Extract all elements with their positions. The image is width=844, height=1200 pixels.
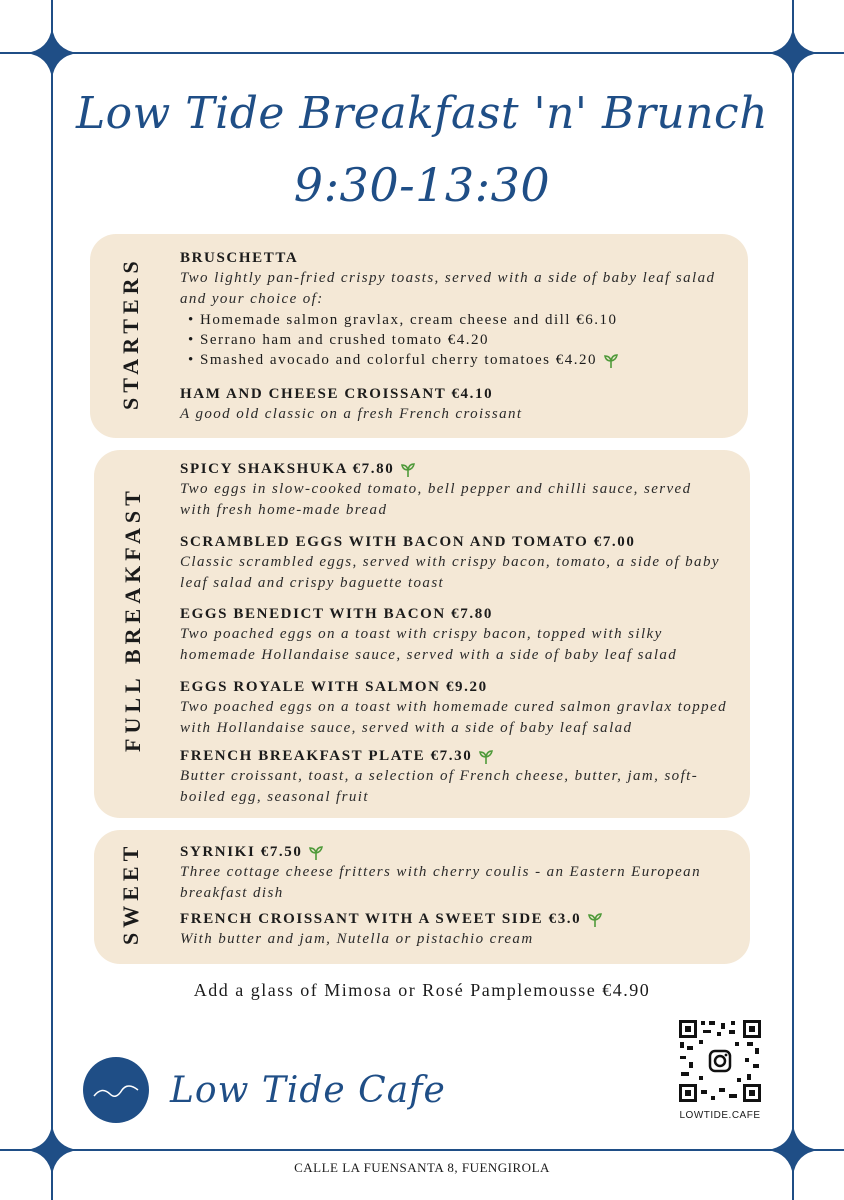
item-name: EGGS BENEDICT WITH BACON €7.80 (180, 606, 493, 622)
item-name: FRENCH BREAKFAST PLATE €7.30 (180, 746, 740, 766)
menu-item-eggs-benedict (180, 604, 740, 666)
vegetarian-sprout-icon (587, 912, 603, 928)
frame-line-bottom (0, 1149, 844, 1151)
qr-code-icon[interactable] (677, 1018, 763, 1104)
vegetarian-sprout-icon (308, 845, 324, 861)
list-item: • Homemade salmon gravlax, cream cheese and dill €6.10 (188, 312, 618, 328)
list-item: • Smashed avocado and colorful cherry tomatoes €4.20 (180, 350, 740, 370)
item-description: Two poached eggs on a toast with homemade cured salmon gravlax topped with Hollandaise sauce, served with a side of baby leaf salad (180, 699, 727, 736)
menu-hours: 9:30-13:30 (293, 158, 551, 212)
menu-item-shakshuka (180, 459, 740, 521)
drink-addon-offer: Add a glass of Mimosa or Rosé Pamplemousse €4.90 (193, 980, 651, 1000)
menu-item-bruschetta (180, 248, 740, 370)
frame-line-top (0, 52, 844, 54)
item-name: EGGS ROYALE WITH SALMON €9.20 (180, 679, 488, 695)
menu-title: Low Tide Breakfast 'n' Brunch (75, 88, 769, 139)
item-description: Two poached eggs on a toast with crispy bacon, topped with silky homemade Hollandaise sauce, served with a side of baby leaf salad (180, 626, 678, 663)
sweet-section-label: SWEET (118, 841, 143, 945)
item-name: BRUSCHETTA (180, 250, 299, 266)
vegetarian-sprout-icon (400, 462, 416, 478)
cafe-name: Low Tide Cafe (170, 1070, 446, 1111)
menu-item-eggs-royale (180, 677, 740, 739)
full-breakfast-section-label: FULL BREAKFAST (120, 486, 145, 752)
item-name: SYRNIKI €7.50 (180, 842, 740, 862)
item-name: SCRAMBLED EGGS WITH BACON AND TOMATO €7.00 (180, 534, 636, 550)
vegetarian-sprout-icon (478, 749, 494, 765)
item-description: A good old classic on a fresh French croissant (180, 406, 523, 422)
item-description: Two eggs in slow-cooked tomato, bell pepper and chilli sauce, served with fresh home-made bread (180, 481, 692, 518)
item-description: Classic scrambled eggs, served with crispy bacon, tomato, a side of baby leaf salad and crispy baguette toast (180, 554, 720, 591)
menu-item-french-breakfast (180, 746, 740, 808)
star-ornament-icon (26, 27, 78, 79)
menu-item-scrambled-eggs (180, 532, 740, 594)
list-item: • Serrano ham and crushed tomato €4.20 (188, 332, 489, 348)
item-description: Butter croissant, toast, a selection of French cheese, butter, jam, soft-boiled egg, seasonal fruit (180, 768, 699, 805)
menu-item-ham-cheese-croissant (180, 384, 740, 425)
item-description: Three cottage cheese fritters with cherry coulis - an Eastern European breakfast dish (180, 864, 701, 901)
item-name: FRENCH CROISSANT WITH A SWEET SIDE €3.0 (180, 909, 740, 929)
cafe-address: CALLE LA FUENSANTA 8, FUENGIROLA (294, 1160, 550, 1175)
bruschetta-options (180, 310, 740, 370)
item-description: With butter and jam, Nutella or pistachio cream (180, 931, 534, 947)
qr-caption: LOWTIDE.CAFE (679, 1110, 761, 1121)
menu-item-syrniki (180, 842, 740, 904)
item-description: Two lightly pan-fried crispy toasts, served with a side of baby leaf salad and your choice of: (180, 270, 716, 307)
vegetarian-sprout-icon (603, 353, 619, 369)
star-ornament-icon (767, 27, 819, 79)
cafe-logo-icon (82, 1056, 150, 1124)
item-name: HAM AND CHEESE CROISSANT €4.10 (180, 386, 494, 402)
menu-item-french-croissant-sweet (180, 909, 740, 950)
item-name: SPICY SHAKSHUKA €7.80 (180, 459, 740, 479)
starters-section-label: STARTERS (118, 256, 143, 410)
